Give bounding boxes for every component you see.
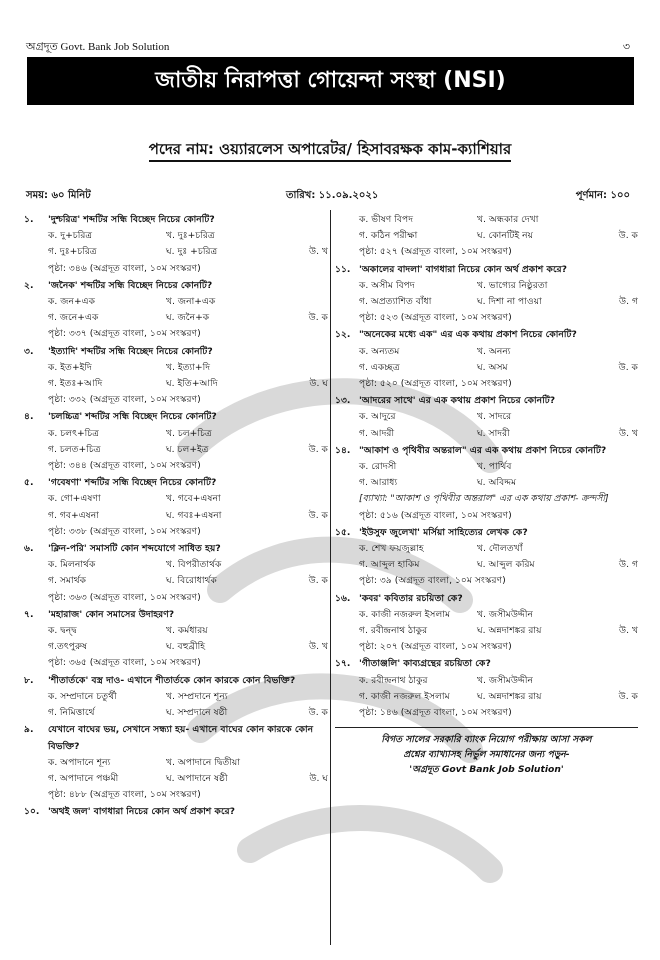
option-row: [48, 557, 328, 573]
option-row: [48, 573, 328, 589]
option-a: ক. দু+চরিত্র: [48, 230, 93, 242]
option-c: গ. অপ্রত্যাশিত বাঁধা: [359, 296, 432, 308]
option-row: [48, 771, 328, 787]
option-row: [359, 475, 638, 491]
options: [24, 557, 328, 589]
option-a: ক. গো+এষণা: [48, 493, 101, 505]
option-d: ঘ. দিশা না পাওয়া: [477, 296, 542, 308]
post-title: পদের নাম: ওয়্যারলেস অপারেটর/ হিসাবরক্ষক কাম-ক্যাশিয়ার: [149, 140, 512, 162]
answer: উ. ক: [308, 443, 328, 455]
question-text: 'দুশ্চরিত্র' শব্দটির সন্ধি বিচ্ছেদ নিচের কোনটি?: [48, 214, 215, 225]
option-c: গ. গব+এষনা: [48, 509, 99, 521]
option-row: [359, 557, 638, 573]
reference: পৃষ্ঠা: ৩৯ (অগ্রদূত বাংলা, ১০ম সংস্করণ): [359, 575, 506, 587]
reference: পৃষ্ঠা: ৩৬৩ (অগ্রদূত বাংলা, ১০ম সংস্করণ): [48, 591, 201, 603]
option-b: খ. অপাদানে দ্বিতীয়া: [166, 756, 241, 768]
options: [24, 360, 328, 392]
option-a: ক. শেখ ফয়জুল্লাহ: [359, 543, 424, 555]
question-number: ৭.: [24, 608, 34, 620]
question-line: [335, 525, 638, 541]
question-text: 'আদরের সাথে' এর এক কথায় প্রকাশ নিচের কোনটি?: [359, 395, 556, 407]
question-10-continued: [335, 212, 638, 261]
question-item: [24, 409, 328, 474]
question-item: [24, 541, 328, 606]
option-a: ক. চলৎ+চিত্র: [48, 427, 100, 439]
question-text: যেখানে বাঘের ভয়, সেখানে সন্ধ্যা হয়- এখানে বাঘের কোন কারকে কোন বিভক্তি?: [48, 724, 314, 752]
option-d: ঘ. সাদরী: [477, 427, 510, 439]
option-row: [48, 360, 328, 376]
option-row: [359, 623, 638, 639]
answer: উ. খ: [308, 246, 328, 258]
option-c: গ. আদরী: [359, 427, 395, 439]
question-text: "আকাশ ও পৃথিবীর অন্তরাল" এর এক কথায় প্রকাশ নিচের কোনটি?: [359, 444, 607, 456]
option-row: [48, 426, 328, 442]
reference: পৃষ্ঠা: ৩৪৪ (অগ্রদূত বাংলা, ১০ম সংস্করণ): [48, 460, 201, 472]
option-c: গ. আব্দুল হাকিম: [359, 559, 420, 571]
reference: পৃষ্ঠা: ৩৪৬ (অগ্রদূত বাংলা, ১০ম সংস্করণ): [48, 262, 201, 274]
option-b: খ. কর্মধারয়: [166, 625, 208, 637]
question-item: [24, 212, 328, 277]
option-d: ঘ. ইতি+আদি: [166, 378, 218, 390]
question-text: 'মহারাজ' কোন সমাসের উদাহরণ?: [48, 608, 175, 620]
options: [24, 228, 328, 260]
left-column: [24, 212, 328, 822]
promo-line-3: 'অগ্রদূত Govt Bank Job Solution': [409, 764, 564, 776]
question-text: 'ক্লিন-পরি' সমাসটি কোন শব্দযোগে সাধিত হয়?: [48, 543, 221, 555]
option-a: ক. কাজী নজরুল ইসলাম: [359, 608, 451, 620]
option-c: গ. আরাধ্য: [359, 477, 398, 489]
question-number: ১৫.: [335, 526, 351, 538]
option-b: খ. পার্থিব: [477, 461, 512, 473]
reference: পৃষ্ঠা: ৫২০ (অগ্রদূত বাংলা, ১০ম সংস্করণ): [359, 378, 512, 390]
option-row: [48, 491, 328, 507]
option-a: ক. জন+এক: [48, 296, 96, 308]
options: [24, 623, 328, 655]
option-c: গ. ইতঃ+আদি: [48, 378, 103, 390]
exam-time: সময়: ৬০ মিনিট: [26, 190, 91, 201]
question-number: ১৬.: [335, 592, 351, 604]
option-d: ঘ. অন্নদাশঙ্কর রায়: [477, 625, 542, 637]
reference: পৃষ্ঠা: ৩৬৫ (অগ্রদূত বাংলা, ১০ম সংস্করণ): [48, 657, 201, 669]
option-row: [359, 541, 638, 557]
question-text: 'অকালের বাদলা' বাগধারা নিচের কোন অর্থ প্রকাশ করে?: [359, 263, 568, 275]
question-item: [335, 327, 638, 392]
option-row: [48, 228, 328, 244]
options: [24, 755, 328, 787]
question-line: [24, 409, 328, 425]
answer: উ. খ: [308, 641, 328, 653]
option-c: গ. দুঃ+চরিত্র: [48, 246, 97, 258]
question-number: ৮.: [24, 674, 34, 686]
options: [24, 426, 328, 458]
question-item: [24, 804, 328, 820]
reference: পৃষ্ঠা: ৩৩৭ (অগ্রদূত বাংলা, ১০ম সংস্করণ): [48, 328, 201, 340]
option-row: [48, 623, 328, 639]
option-d: ঘ. অন্নদাশঙ্কর রায়: [477, 690, 542, 702]
reference: পৃষ্ঠা: ৫১৬ (অগ্রদূত বাংলা, ১০ম সংস্করণ): [359, 509, 512, 521]
option-c: গ. কঠিন পরীক্ষা: [359, 230, 418, 242]
reference: পৃষ্ঠা: ২০৭ (অগ্রদূত বাংলা, ১০ম সংস্করণ): [359, 641, 512, 653]
question-line: [24, 607, 328, 623]
option-a: ক. রোদসী: [359, 461, 397, 473]
banner-title: জাতীয় নিরাপত্তা গোয়েন্দা সংস্থা (NSI): [155, 68, 506, 93]
answer: উ. ক: [308, 707, 328, 719]
option-a: ক. ভীষণ বিপদ: [359, 214, 414, 225]
option-b: খ. দৌলতখাঁ: [477, 543, 523, 555]
option-row: [48, 508, 328, 524]
answer: উ. ক: [308, 575, 328, 587]
option-row: [48, 755, 328, 771]
option-c: গ. জনে+এক: [48, 312, 99, 324]
answer: উ. ক: [308, 509, 328, 521]
options: [335, 541, 638, 573]
option-row: [359, 459, 638, 475]
question-line: [24, 212, 328, 228]
question-number: ৬.: [24, 543, 34, 555]
option-row: [48, 689, 328, 705]
question-text: 'ইত্যাদি' শব্দটির সন্ধি বিচ্ছেদ নিচের কোনটি?: [48, 345, 213, 357]
options: [335, 607, 638, 639]
question-number: ১০.: [24, 806, 40, 818]
question-text: 'জনৈক' শব্দটির সন্ধি বিচ্ছেদ নিচের কোনটি?: [48, 279, 213, 291]
options: [335, 344, 638, 376]
option-d: ঘ. জনৈ+ক: [166, 312, 210, 324]
question-line: [24, 541, 328, 557]
option-b: খ. সাদরে: [477, 411, 512, 423]
option-b: খ. দুঃ+চরিত্র: [166, 230, 215, 242]
question-number: ১৪.: [335, 444, 351, 456]
option-d: ঘ. কোনটিই নয়: [477, 230, 534, 242]
options: [24, 294, 328, 326]
option-c: গ. কাজী নজরুল ইসলাম: [359, 690, 450, 702]
option-b: খ. চল+চিত্র: [166, 427, 212, 439]
question-line: [24, 278, 328, 294]
option-a: ক. অসীম বিপদ: [359, 279, 415, 291]
running-header: [26, 38, 630, 54]
promo-box: [335, 727, 638, 781]
brand-text: অগ্রদূত Govt. Bank Job Solution: [26, 41, 170, 53]
option-d: ঘ. চল+ইত্র: [166, 443, 209, 455]
option-d: ঘ. গবঃ+এষনা: [166, 509, 222, 521]
question-number: ১৭.: [335, 658, 351, 670]
option-row: [359, 426, 638, 442]
question-number: ৯.: [24, 724, 34, 736]
reference: পৃষ্ঠা: ৩৩২ (অগ্রদূত বাংলা, ১০ম সংস্করণ): [48, 394, 201, 406]
options: [335, 673, 638, 705]
option-row: [48, 442, 328, 458]
option-a: ক. সম্প্রদানে চতুর্থী: [48, 690, 117, 702]
option-row: [48, 705, 328, 721]
reference: পৃষ্ঠা: ১৪৬ (অগ্রদূত বাংলা, ১০ম সংস্করণ): [359, 707, 512, 719]
full-marks: পূর্ণমান: ১০০: [575, 190, 630, 201]
question-number: ২.: [24, 279, 34, 291]
option-d: ঘ. বহুব্রীহি: [166, 641, 206, 653]
answer: [604, 475, 638, 491]
option-row: [359, 344, 638, 360]
exam-meta: [26, 188, 630, 204]
answer: উ. ঘ: [309, 772, 328, 784]
question-number: ৪.: [24, 411, 34, 423]
option-c: গ. সমার্থক: [48, 575, 87, 587]
answer: উ. ক: [618, 690, 638, 702]
reference: পৃষ্ঠা: ৩৩৮ (অগ্রদূত বাংলা, ১০ম সংস্করণ): [48, 525, 201, 537]
option-row: [359, 294, 638, 310]
option-c: গ. অপাদানে পঞ্চমী: [48, 772, 119, 784]
right-questions: [335, 262, 638, 722]
option-row: [48, 639, 328, 655]
question-line: [24, 722, 328, 754]
options: [335, 409, 638, 441]
question-line: [24, 673, 328, 689]
option-b: খ. ভাগ্যের নিষ্ঠুরতা: [477, 279, 548, 291]
option-b: খ. বিপরীতার্থক: [166, 559, 222, 571]
reference: পৃষ্ঠা: ৪৮৮ (অগ্রদূত বাংলা, ১০ম সংস্করণ): [48, 789, 201, 801]
question-line: [335, 656, 638, 672]
question-item: [24, 344, 328, 409]
question-item: [24, 673, 328, 722]
option-c: গ. রবীন্দ্রনাথ ঠাকুর: [359, 625, 428, 637]
question-line: [335, 591, 638, 607]
option-a: ক. অন্যতম: [359, 345, 400, 357]
option-d: ঘ. সম্প্রদানে ষষ্ঠী: [166, 707, 228, 719]
post-heading: [0, 138, 660, 163]
answer: উ. ঘ: [309, 378, 328, 390]
question-text: "অনেকের মধ্যে এক" এর এক কথায় প্রকাশ নিচের কোনটি?: [359, 329, 577, 341]
question-line: [24, 344, 328, 360]
question-line: [335, 393, 638, 409]
option-a: ক. দ্বন্দ্ব: [48, 625, 77, 637]
page-number: ৩: [622, 41, 630, 53]
answer: উ. ক: [618, 361, 638, 373]
question-text: 'শীতার্তকে' বস্ত্র দাও- এখানে শীতার্তকে কোন কারকে কোন বিভক্তি?: [48, 674, 296, 686]
option-c: গ. একচ্ছত্র: [359, 361, 400, 373]
option-row: [48, 244, 328, 260]
option-row: [359, 607, 638, 623]
option-b: খ. জসীমউদ্দীন: [477, 674, 533, 686]
exam-date: তারিখ: ১১.০৯.২০২১: [286, 190, 379, 201]
answer: উ. ক: [618, 230, 638, 242]
options: [24, 689, 328, 721]
column-divider: [330, 210, 331, 945]
option-c: গ. চলত+চিত্র: [48, 443, 101, 455]
option-d: ঘ. অসম: [477, 361, 508, 373]
option-row: [359, 212, 638, 228]
option-a: ক. আদুরে: [359, 411, 396, 423]
question-line: [335, 443, 638, 459]
question-item: [335, 443, 638, 524]
question-line: [24, 475, 328, 491]
promo-line-2: প্রশ্নের ব্যাখ্যাসহ নির্ভুল সমাধানের জন্য পড়ুন-: [403, 749, 570, 761]
question-number: ১২.: [335, 329, 351, 341]
answer: উ. গ: [618, 296, 638, 308]
options: [335, 278, 638, 310]
options: [24, 491, 328, 523]
reference: পৃষ্ঠা: ৫২৩ (অগ্রদূত বাংলা, ১০ম সংস্করণ): [359, 312, 512, 324]
question-item: [335, 262, 638, 327]
answer: উ. খ: [618, 625, 638, 637]
question-text: 'চলচ্চিত্র' শব্দটির সন্ধি বিচ্ছেদ নিচের কোনটি?: [48, 411, 217, 423]
option-b: খ. জনা+এক: [166, 296, 216, 308]
option-b: খ. ইত্যা+দি: [166, 361, 211, 373]
question-number: ১৩.: [335, 395, 351, 407]
option-row: [359, 228, 638, 244]
options: [335, 212, 638, 244]
option-row: [359, 360, 638, 376]
option-row: [359, 409, 638, 425]
option-row: [48, 310, 328, 326]
option-a: ক. মিলনার্থক: [48, 559, 96, 571]
question-item: [335, 525, 638, 590]
option-d: ঘ. অপাদানে ষষ্ঠী: [166, 772, 228, 784]
question-item: [24, 607, 328, 672]
option-d: ঘ. আব্দুল করিম: [477, 559, 535, 571]
question-text: 'অথই জল' বাগধারা নিচের কোন অর্থ প্রকাশ করে?: [48, 806, 236, 818]
option-b: খ. অনন্য: [477, 345, 511, 357]
question-text: 'গবেষণা' শব্দটির সন্ধি বিচ্ছেদ নিচের কোনটি?: [48, 477, 217, 489]
question-number: ১.: [24, 214, 34, 225]
title-banner: [27, 57, 634, 105]
question-line: [335, 262, 638, 278]
question-line: [335, 327, 638, 343]
options: [335, 459, 638, 491]
reference: পৃষ্ঠা: ৫২৭ (অগ্রদূত বাংলা, ১০ম সংস্করণ): [359, 246, 512, 258]
question-text: 'ইউসুফ জুলেখা' মর্সিয়া সাহিত্যের লেখক কে?: [359, 526, 528, 538]
option-row: [359, 689, 638, 705]
option-d: ঘ. অবিদ্দম: [477, 477, 517, 489]
question-item: [24, 722, 328, 803]
question-item: [24, 278, 328, 343]
option-c: গ.তৎপুরুষ: [48, 641, 88, 653]
option-d: ঘ. বিরোধার্থক: [166, 575, 217, 587]
question-number: ৩.: [24, 345, 34, 357]
question-number: ৫.: [24, 477, 34, 489]
option-b: খ. অন্ধকার দেখা: [477, 214, 539, 225]
option-b: খ. গবে+এষনা: [166, 493, 221, 505]
option-row: [48, 376, 328, 392]
option-row: [359, 673, 638, 689]
option-c: গ. নিমিত্তার্থে: [48, 707, 95, 719]
promo-line-1: বিগত সালের সরকারি ব্যাংক নিয়োগ পরীক্ষায় আসা সকল: [381, 734, 592, 746]
answer: উ. ক: [308, 312, 328, 324]
question-item: [335, 656, 638, 721]
question-text: 'কবর' কবিতার রচয়িতা কে?: [359, 592, 463, 604]
option-a: ক. ইত+ইদি: [48, 361, 92, 373]
question-text: 'গীতাঞ্জলি' কাব্যগ্রন্থের রচয়িতা কে?: [359, 658, 491, 670]
option-row: [48, 294, 328, 310]
explanation: [ব্যাখ্যা: "আকাশ ও পৃথিবীর অন্তরাল" এর এক কথায় প্রকাশ- ক্রন্দসী]: [359, 493, 609, 505]
option-b: খ. জসীমউদ্দীন: [477, 608, 533, 620]
question-item: [335, 393, 638, 442]
answer: উ. গ: [618, 559, 638, 571]
question-item: [24, 475, 328, 540]
option-b: খ. সম্প্রদানে শূন্য: [166, 690, 228, 702]
option-d: ঘ. দুঃ +চরিত্র: [166, 246, 218, 258]
answer: উ. খ: [618, 427, 638, 439]
question-line: [24, 804, 328, 820]
question-number: ১১.: [335, 263, 351, 275]
option-a: ক. রবীন্দ্রনাথ ঠাকুর: [359, 674, 428, 686]
question-item: [335, 591, 638, 656]
option-row: [359, 278, 638, 294]
right-column: [335, 212, 638, 781]
option-a: ক. অপাদানে শূন্য: [48, 756, 111, 768]
